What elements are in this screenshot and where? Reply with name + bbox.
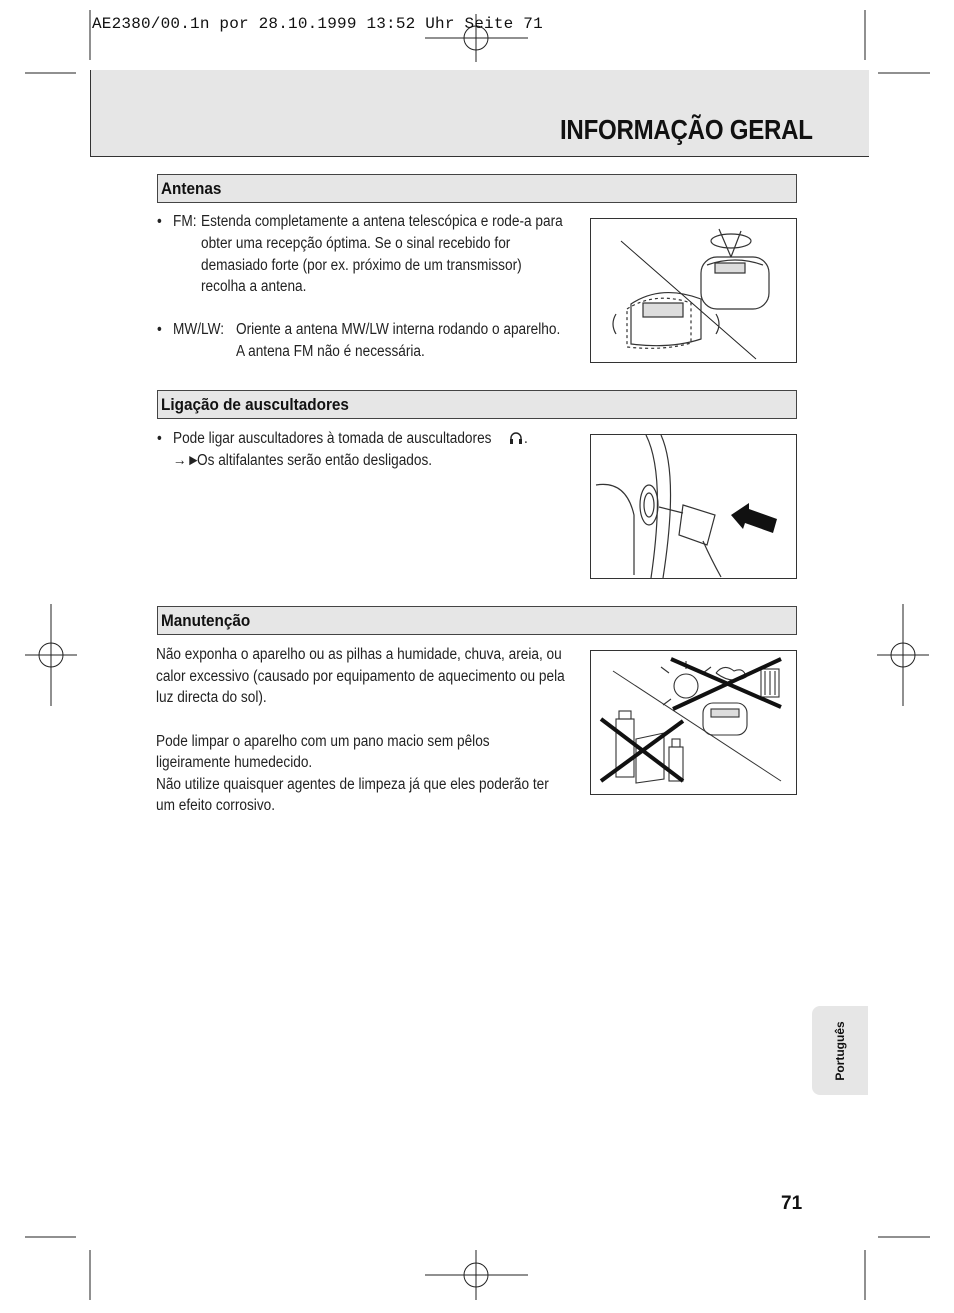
headphone-icon [509,431,523,450]
fm-text-line: recolha a antena. [201,278,307,295]
maintenance-text-line: calor excessivo (causado por equipamento de aquecimento ou pela [156,668,565,685]
maintenance-text-line: luz directa do sol). [156,689,267,706]
maintenance-text-line: Não exponha o aparelho ou as pilhas a humidade, chuva, areia, ou [156,646,562,663]
section-heading-antenas [157,174,797,203]
headphone-jack-illustration [590,434,797,579]
fm-text-line: demasiado forte (por ex. próximo de um transmissor) [201,257,522,274]
page-title: INFORMAÇÃO GERAL [560,114,813,145]
mw-text-line: Oriente a antena MW/LW interna rodando o aparelho. [236,321,561,338]
mw-label: MW/LW: [173,321,225,338]
headphone-text-line: Pode ligar auscultadores à tomada de auscultadores [173,430,492,447]
section-heading-auscultadores [157,390,797,419]
fm-bullet: • [157,213,162,230]
maintenance-warning-illustration [590,650,797,795]
maintenance-text-line: ligeiramente humedecido. [156,754,313,771]
language-tab-label: Português [833,1020,847,1081]
print-slug: AE2380/00.1n por 28.10.1999 13:52 Uhr Seite 71 [92,15,543,33]
headphone-result-line: Os altifalantes serão então desligados. [197,452,433,469]
result-arrow: →► [173,452,201,469]
fm-label: FM: [173,213,197,230]
language-tab [812,1006,868,1095]
maintenance-text-line: Pode limpar o aparelho com um pano macio sem pêlos [156,733,490,750]
mw-bullet: • [157,321,162,338]
maintenance-text-line: um efeito corrosivo. [156,797,276,814]
fm-text-line: obter uma recepção óptima. Se o sinal recebido for [201,235,511,252]
page-number: 71 [781,1193,803,1214]
section-heading-label: Manutenção [161,611,251,630]
section-heading-manutencao [157,606,797,635]
antenna-rotation-illustration [590,218,797,363]
fm-text-line: Estenda completamente a antena telescópica e rode-a para [201,213,563,230]
section-heading-label: Ligação de auscultadores [161,395,349,414]
section-heading-label: Antenas [161,179,222,198]
headphone-text-period: . [524,430,528,447]
maintenance-text-line: Não utilize quaisquer agentes de limpeza já que eles poderão ter [156,776,549,793]
mw-text-line: A antena FM não é necessária. [236,343,425,360]
headphone-bullet: • [157,430,162,447]
